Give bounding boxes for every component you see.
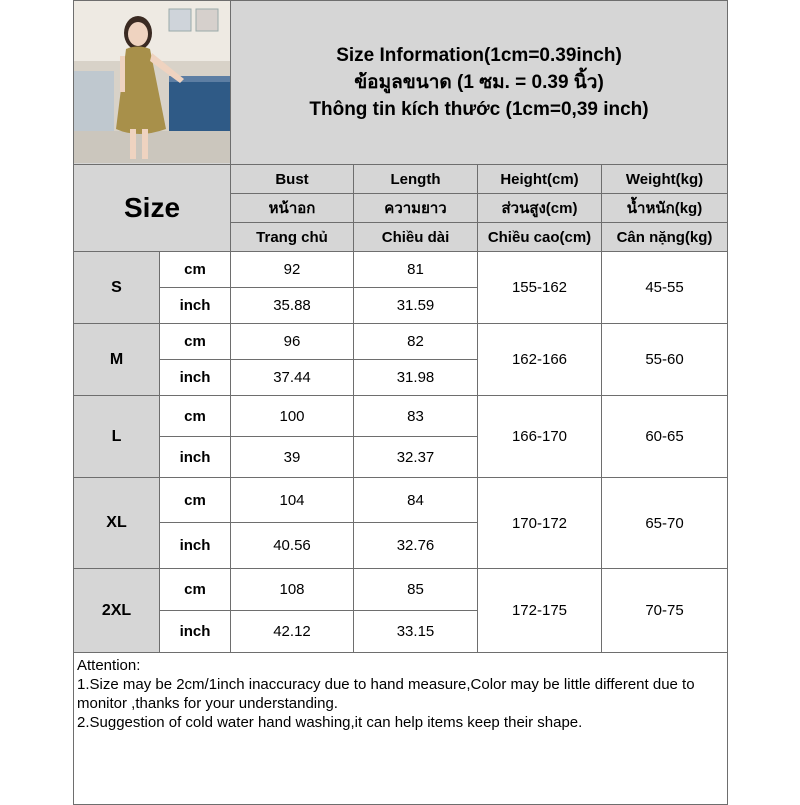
attention-note-1: 1.Size may be 2cm/1inch inaccuracy due to hand measure,Color may be little different due to monitor ,thanks for your understanding. (77, 676, 695, 712)
unit-inch: inch (160, 437, 231, 478)
unit-inch: inch (160, 360, 231, 396)
height-header-th: ส่วนสูง(cm) (478, 194, 602, 223)
bust-cm-s: 92 (231, 252, 354, 288)
height-l: 166-170 (478, 396, 602, 478)
size-label-2xl: 2XL (74, 569, 160, 653)
bust-cm-l: 100 (231, 396, 354, 437)
weight-s: 45-55 (602, 252, 728, 324)
length-cm-m: 82 (354, 324, 478, 360)
length-cm-s: 81 (354, 252, 478, 288)
length-cm-l: 83 (354, 396, 478, 437)
unit-cm: cm (160, 252, 231, 288)
bust-cm-xl: 104 (231, 478, 354, 523)
attention-heading: Attention: (77, 657, 141, 674)
weight-xl: 65-70 (602, 478, 728, 569)
length-inch-l: 32.37 (354, 437, 478, 478)
length-inch-xl: 32.76 (354, 523, 478, 569)
title-line-vietnamese: Thông tin kích thước (1cm=0,39 inch) (309, 99, 649, 120)
bust-inch-xl: 40.56 (231, 523, 354, 569)
weight-2xl: 70-75 (602, 569, 728, 653)
height-xl: 170-172 (478, 478, 602, 569)
size-column-header: Size (74, 165, 231, 252)
attention-note-2: 2.Suggestion of cold water hand washing,it can help items keep their shape. (77, 714, 583, 731)
length-inch-2xl: 33.15 (354, 611, 478, 653)
size-label-s: S (74, 252, 160, 324)
size-label-xl: XL (74, 478, 160, 569)
unit-cm: cm (160, 396, 231, 437)
length-header-en: Length (354, 165, 478, 194)
bust-inch-2xl: 42.12 (231, 611, 354, 653)
unit-inch: inch (160, 611, 231, 653)
size-chart-table (73, 0, 728, 805)
height-s: 155-162 (478, 252, 602, 324)
unit-cm: cm (160, 569, 231, 611)
title-line-english: Size Information(1cm=0.39inch) (336, 45, 622, 66)
weight-header-en: Weight(kg) (602, 165, 728, 194)
weight-l: 60-65 (602, 396, 728, 478)
size-information-title (231, 1, 728, 165)
weight-header-th: น้ำหนัก(kg) (602, 194, 728, 223)
size-chart-sheet (73, 0, 727, 800)
unit-cm: cm (160, 324, 231, 360)
length-header-th: ความยาว (354, 194, 478, 223)
bust-header-th: หน้าอก (231, 194, 354, 223)
bust-inch-m: 37.44 (231, 360, 354, 396)
length-cm-2xl: 85 (354, 569, 478, 611)
height-2xl: 172-175 (478, 569, 602, 653)
unit-cm: cm (160, 478, 231, 523)
length-cm-xl: 84 (354, 478, 478, 523)
size-label-m: M (74, 324, 160, 396)
bust-cm-2xl: 108 (231, 569, 354, 611)
bust-header-en: Bust (231, 165, 354, 194)
bust-header-vi: Trang chủ (231, 223, 354, 252)
attention-notes (74, 653, 728, 805)
weight-header-vi: Cân nặng(kg) (602, 223, 728, 252)
unit-inch: inch (160, 288, 231, 324)
unit-inch: inch (160, 523, 231, 569)
title-line-thai: ข้อมูลขนาด (1 ซม. = 0.39 นิ้ว) (354, 72, 604, 93)
bust-inch-s: 35.88 (231, 288, 354, 324)
height-header-vi: Chiều cao(cm) (478, 223, 602, 252)
model-photo-image (74, 1, 231, 163)
bust-cm-m: 96 (231, 324, 354, 360)
product-photo (74, 1, 231, 165)
size-label-l: L (74, 396, 160, 478)
length-inch-m: 31.98 (354, 360, 478, 396)
length-inch-s: 31.59 (354, 288, 478, 324)
bust-inch-l: 39 (231, 437, 354, 478)
height-header-en: Height(cm) (478, 165, 602, 194)
height-m: 162-166 (478, 324, 602, 396)
length-header-vi: Chiều dài (354, 223, 478, 252)
weight-m: 55-60 (602, 324, 728, 396)
